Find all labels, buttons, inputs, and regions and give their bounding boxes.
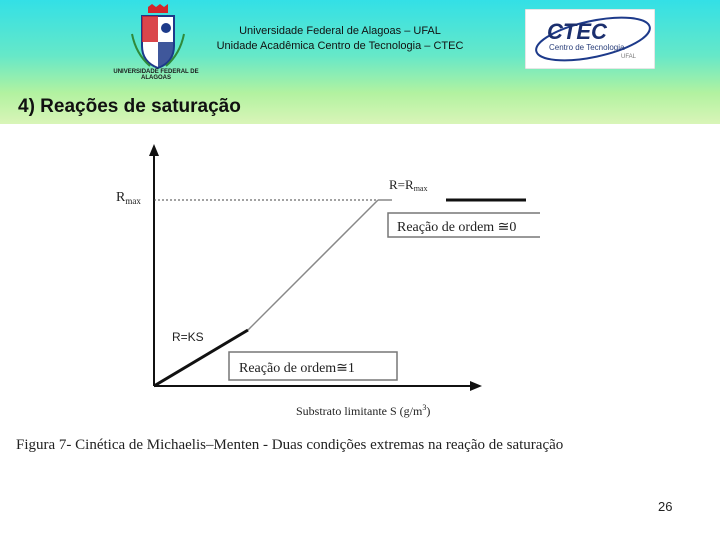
rmax-label: $R_{max}$	[116, 190, 141, 206]
transition-curve	[248, 200, 378, 330]
r-equals-rmax-label: R=Rmax	[389, 177, 428, 193]
ctec-logo-tag: UFAL	[621, 54, 637, 60]
ctec-logo-subtitle: Centro de Tecnologia	[549, 43, 625, 52]
ctec-logo-text: CTEC	[547, 19, 607, 44]
zero-order-label: Reação de ordem ≅0	[397, 220, 517, 235]
slide-header	[0, 0, 720, 124]
x-axis-label: Substrato limitante S $(g/m^3)$	[296, 403, 431, 418]
y-axis-arrow	[149, 144, 159, 156]
slide-title: 4) Reações de saturação	[18, 96, 241, 117]
ufal-logo-caption: UNIVERSIDADE FEDERAL DE ALAGOAS	[113, 69, 199, 81]
first-order-label: Reação de ordem≅1	[239, 361, 355, 376]
page-number: 26	[658, 499, 673, 514]
ctec-logo	[525, 9, 655, 69]
michaelis-menten-diagram	[100, 138, 540, 428]
figure-caption: Figura 7- Cinética de Michaelis–Menten - Duas condições extremas na reação de saturação	[16, 437, 564, 453]
institution-unit: Unidade Acadêmica Centro de Tecnologia – CTEC	[216, 40, 464, 52]
r-equals-ks-label: R=KS	[172, 330, 204, 344]
institution-name: Universidade Federal de Alagoas – UFAL	[239, 25, 441, 37]
x-axis-arrow	[470, 381, 482, 391]
